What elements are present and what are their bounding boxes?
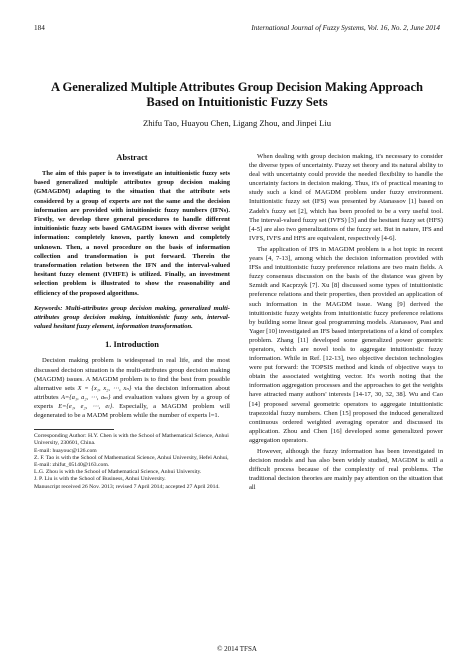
- footnote-author-zhou: L.G. Zhou is with the School of Mathematical Science, Anhui University.: [34, 469, 202, 476]
- expert-set-formula: E={e₁, e₂, ⋯, eₗ}: [58, 402, 113, 410]
- footnotes: [34, 433, 230, 491]
- intro-text-d: . Especially, a MAGDM problem will degenerated to be a MADM problem while the number of experts l=1.: [34, 402, 230, 420]
- footnote-manuscript-dates: Manuscript received 26 Nov. 2013; revised 7 April 2014; accepted 27 April 2014.: [34, 483, 220, 490]
- footnote-corresponding-author: Corresponding Author: H.Y. Chen is with the School of Mathematical Science, Anhui University, 230601, China.: [34, 433, 229, 447]
- author-list: Zhifu Tao, Huayou Chen, Ligang Zhou, and Jinpei Liu: [142, 118, 332, 128]
- left-column: [34, 152, 230, 491]
- introduction-paragraph: [34, 356, 230, 420]
- footnote-author-tao: Z. F. Tao is with the School of Mathematical Science, Anhui University, Hefei Anhui, E-mail: zhifut_05140@163.com.: [34, 454, 229, 468]
- footnote-divider: [34, 429, 114, 430]
- body-paragraph-2: The application of IFS in MAGDM problem is a hot topic in recent years [4, 7-13], among which the decision information provided with IFSs and intuitionistic fuzzy preference relations are two main fields. A fuzzy consensus discussion on the basis of the distance was given by Szmidt and Kacprzyk [7]. Xu [8] discussed some types of intuitionistic preference relations and their properties, then provided an application of such information in the MAGDM issue. Wang [9] derived the intuitionistic fuzzy weights from intuitionistic fuzzy preference relations by building some linear goal programming models. Atanassov, Pasi and Yager [10] investigated an IFS based interpretations of a kind of complex problem. Zhang [11] developed some generalized power geometric operators, which are novel tools to aggregate intuitionistic fuzzy information. While in Ref. [12-13], two objective decision technologies were put forward: the TOPSIS method and kinds of objective ways to obtain the associated weighting vector. It's worth noting that the information aggregation processes and the approaches to get the weights have attracted many authors' interests [14-17, 30, 32, 38]. Wu and Cao [14] proposed several geometric operators to aggregate intuitionistic trapezoidal fuzzy numbers. Chen [15] proposed the induced generalized continuous ordered weighted averaging operator and discussed its application. Zhou and Chen [16] developed some generalized power aggregation operators.: [249, 245, 443, 444]
- body-paragraph-3: However, although the fuzzy information has been investigated in decision models and has also been widely studied, MAGDM is still a difficult process because of the complexity of real problems. The traditional decision theories are mainly pay attention on the situation that all: [249, 448, 443, 492]
- copyright-footer: © 2014 TFSA: [217, 645, 257, 653]
- attribute-set-formula: A={a₁, a₂, ⋯, aₘ}: [61, 393, 111, 401]
- alternative-set-formula: X = {x₁, x₂, ⋯, xₙ}: [77, 384, 132, 392]
- footnote-author-liu: J. P. Liu is with the School of Business, Anhui University.: [34, 476, 166, 483]
- page-number: 184: [34, 24, 45, 32]
- journal-citation: International Journal of Fuzzy Systems, Vol. 16, No. 2, June 2014: [251, 24, 440, 32]
- body-paragraph-1: When dealing with group decision making, it's necessary to consider the diverse types of uncertainty. Fuzzy set theory and its natural ability to deal with uncertainty could provide the needed flexibility to handle the uncertainty factors in decision making. Thus, it's of practical meaning to study such a kind of MAGDM problem under fuzzy environment. Intuitionistic fuzzy set (IFS) was presented by Atanassov [1] based on Zadeh's fuzzy set [2], which has been proofed to be a very useful tool. The interval-valued fuzzy set (IVFS) [3] and the hesitant fuzzy set (HFS) [4-5] are also two generalizations of the fuzzy set. But in nature, IFS and IVFS, IVFS and HFS are equivalent, respectively [4-6].: [249, 153, 443, 242]
- introduction-heading: 1. Introduction: [105, 340, 159, 350]
- abstract-heading: Abstract: [116, 153, 148, 162]
- right-column: [249, 152, 443, 492]
- paper-title: A Generalized Multiple Attributes Group Decision Making Approach Based on Intuitionistic Fuzzy Sets: [50, 80, 424, 109]
- running-head: [34, 22, 440, 34]
- intro-text-c: and evaluation values given by a group of experts: [34, 393, 230, 410]
- keywords: Keywords: Multi-attributes group decision making, generalized multi-attributes group decision making, intuitionistic fuzzy sets, interval-valued hesitant fuzzy element, information transformation.: [34, 304, 230, 331]
- abstract-text: The aim of this paper is to investigate an intuitionistic fuzzy sets based generalized multiple attributes group decision making (GMAGDM) adapting to the situation that the attribute sets considered by a group of experts are not the same and the decision information are provided with intuitionistic fuzzy numbers (IFNs). Firstly, we develop three general procedures to handle different intuitionistic fuzzy sets based GMAGDM issues with diverse weight information: completely known, partly known and completely unknown. Then, a novel procedure on the basis of information collection and transformation is put forward. Therein the transformation relation between the IFN and the interval-valued hesitant fuzzy element (IVHFE) is utilized. Finally, an investment selection problem is illustrated to show the reasonability and efficiency of the proposed algorithms.: [34, 170, 230, 297]
- intro-text-b: via the decision information about attributes: [34, 384, 230, 401]
- footnote-email: E-mail: huayouc@126.com: [34, 447, 97, 454]
- intro-text-a: Decision making problem is widespread in real life, and the most discussed decision situation is the multi-attributes group decision making (MAGDM) issues. A MAGDM problem is to find the best from possible alternative sets: [34, 357, 230, 392]
